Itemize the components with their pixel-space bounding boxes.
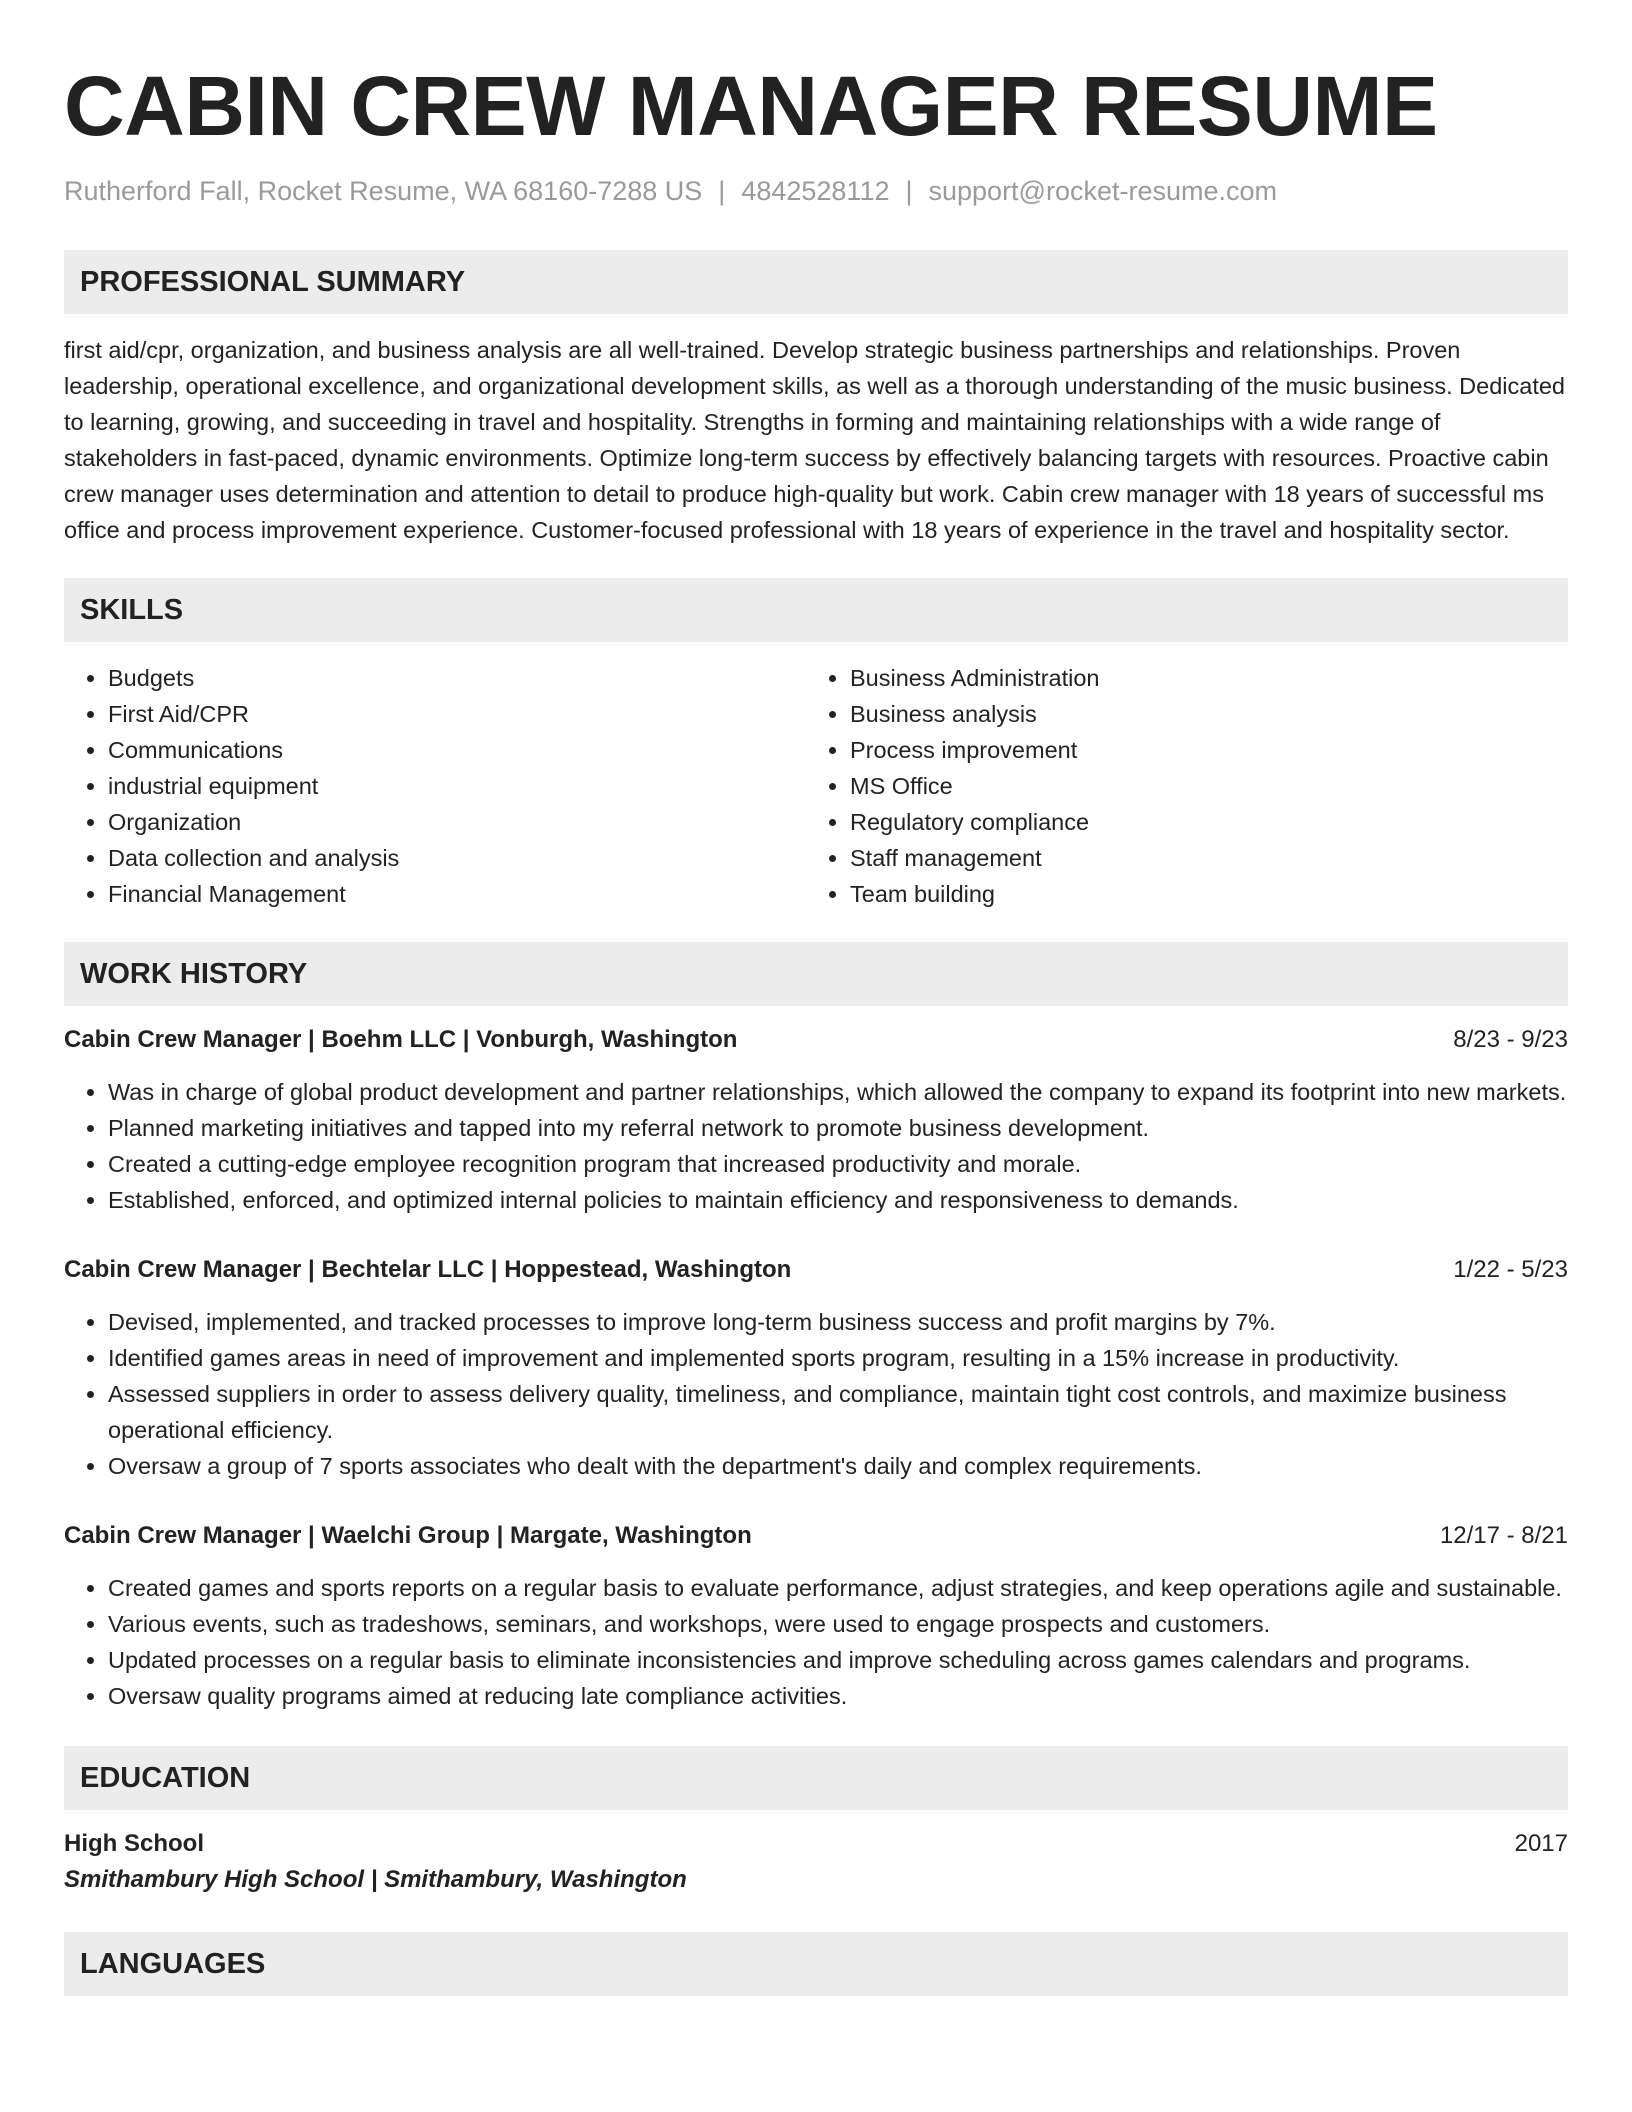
skills-list xyxy=(64,660,1568,912)
skill-item: • Communications xyxy=(108,732,806,768)
job-bullet: • Planned marketing initiatives and tapped into my referral network to promote business development. xyxy=(108,1110,1568,1146)
resume-title: CABIN CREW MANAGER RESUME xyxy=(64,59,1438,153)
skill-item: • Staff management xyxy=(850,840,1548,876)
job-bullet: • Oversaw quality programs aimed at reducing late compliance activities. xyxy=(108,1678,1568,1714)
work-heading: WORK HISTORY xyxy=(64,942,1568,1006)
education-year: 2017 xyxy=(1514,1830,1568,1857)
contact-line xyxy=(64,174,1568,208)
skills-column-right xyxy=(806,660,1548,912)
skill-item: • Budgets xyxy=(108,660,806,696)
job-bullet: • Created games and sports reports on a regular basis to evaluate performance, adjust strategies, and keep operations agile and sustainable. xyxy=(108,1570,1568,1606)
skill-item: • Team building xyxy=(850,876,1548,912)
job-bullet: • Established, enforced, and optimized internal policies to maintain efficiency and responsiveness to demands. xyxy=(108,1182,1568,1218)
job-bullet: • Updated processes on a regular basis to eliminate inconsistencies and improve scheduling across games calendars and programs. xyxy=(108,1642,1568,1678)
job-dates: 12/17 - 8/21 xyxy=(1439,1522,1568,1549)
education-heading: EDUCATION xyxy=(64,1746,1568,1810)
education-degree: High School xyxy=(64,1830,204,1857)
skill-item: • Regulatory compliance xyxy=(850,804,1548,840)
skill-item: • Process improvement xyxy=(850,732,1548,768)
job-bullets xyxy=(64,1304,1568,1484)
job-dates: 1/22 - 5/23 xyxy=(1453,1256,1568,1283)
contact-phone: 4842528112 xyxy=(741,176,890,206)
job-dates: 8/23 - 9/23 xyxy=(1453,1026,1568,1053)
skill-item: • industrial equipment xyxy=(108,768,806,804)
job-bullet: • Identified games areas in need of improvement and implemented sports program, resulting in a 15% increase in productivity. xyxy=(108,1340,1568,1376)
skill-item: • Organization xyxy=(108,804,806,840)
contact-separator: | xyxy=(718,176,726,206)
job-bullet: • Assessed suppliers in order to assess delivery quality, timeliness, and compliance, maintain tight cost controls, and maximize business operational efficiency. xyxy=(108,1376,1568,1448)
contact-separator: | xyxy=(905,176,913,206)
skill-item: • Business analysis xyxy=(850,696,1548,732)
job-entry xyxy=(64,1252,1568,1484)
summary-text: first aid/cpr, organization, and business analysis are all well-trained. Develop strategic business partnerships and relationships. Proven leadership, operational excellence, and organizational development skills, as well as a thorough understanding of the music business. Dedicated to learning, growing, and succeeding in travel and hospitality. Strengths in forming and maintaining relationships with a wide range of stakeholders in fast-paced, dynamic environments. Optimize long-term success by effectively balancing targets with resources. Proactive cabin crew manager uses determination and attention to detail to produce high-quality but work. Cabin crew manager with 18 years of successful ms office and process improvement experience. Customer-focused professional with 18 years of experience in the travel and hospitality sector. xyxy=(64,337,1565,543)
contact-email: support@rocket-resume.com xyxy=(928,176,1278,206)
job-bullet: • Various events, such as tradeshows, seminars, and workshops, were used to engage prospects and customers. xyxy=(108,1606,1568,1642)
skill-item: • Business Administration xyxy=(850,660,1548,696)
job-bullet: • Oversaw a group of 7 sports associates who dealt with the department's daily and complex requirements. xyxy=(108,1448,1568,1484)
skills-heading: SKILLS xyxy=(64,578,1568,642)
job-title: Cabin Crew Manager | Boehm LLC | Vonburgh, Washington xyxy=(64,1026,738,1053)
job-entry xyxy=(64,1518,1568,1714)
education-entry xyxy=(64,1826,1568,1898)
job-bullets xyxy=(64,1074,1568,1218)
skill-item: • MS Office xyxy=(850,768,1548,804)
job-title: Cabin Crew Manager | Waelchi Group | Margate, Washington xyxy=(64,1522,752,1549)
skill-item: • First Aid/CPR xyxy=(108,696,806,732)
job-entry xyxy=(64,1022,1568,1218)
skill-item: • Financial Management xyxy=(108,876,806,912)
job-bullet: • Devised, implemented, and tracked processes to improve long-term business success and profit margins by 7%. xyxy=(108,1304,1568,1340)
skill-item: • Data collection and analysis xyxy=(108,840,806,876)
education-school: Smithambury High School | Smithambury, Washington xyxy=(64,1866,687,1893)
resume-page xyxy=(64,0,1568,1996)
summary-heading: PROFESSIONAL SUMMARY xyxy=(64,250,1568,314)
contact-address: Rutherford Fall, Rocket Resume, WA 68160-7288 US xyxy=(64,176,703,206)
job-title: Cabin Crew Manager | Bechtelar LLC | Hoppestead, Washington xyxy=(64,1256,792,1283)
languages-heading: LANGUAGES xyxy=(64,1932,1568,1996)
job-bullet: • Created a cutting-edge employee recognition program that increased productivity and morale. xyxy=(108,1146,1568,1182)
job-bullets xyxy=(64,1570,1568,1714)
job-bullet: • Was in charge of global product development and partner relationships, which allowed the company to expand its footprint into new markets. xyxy=(108,1074,1568,1110)
skills-column-left xyxy=(64,660,806,912)
